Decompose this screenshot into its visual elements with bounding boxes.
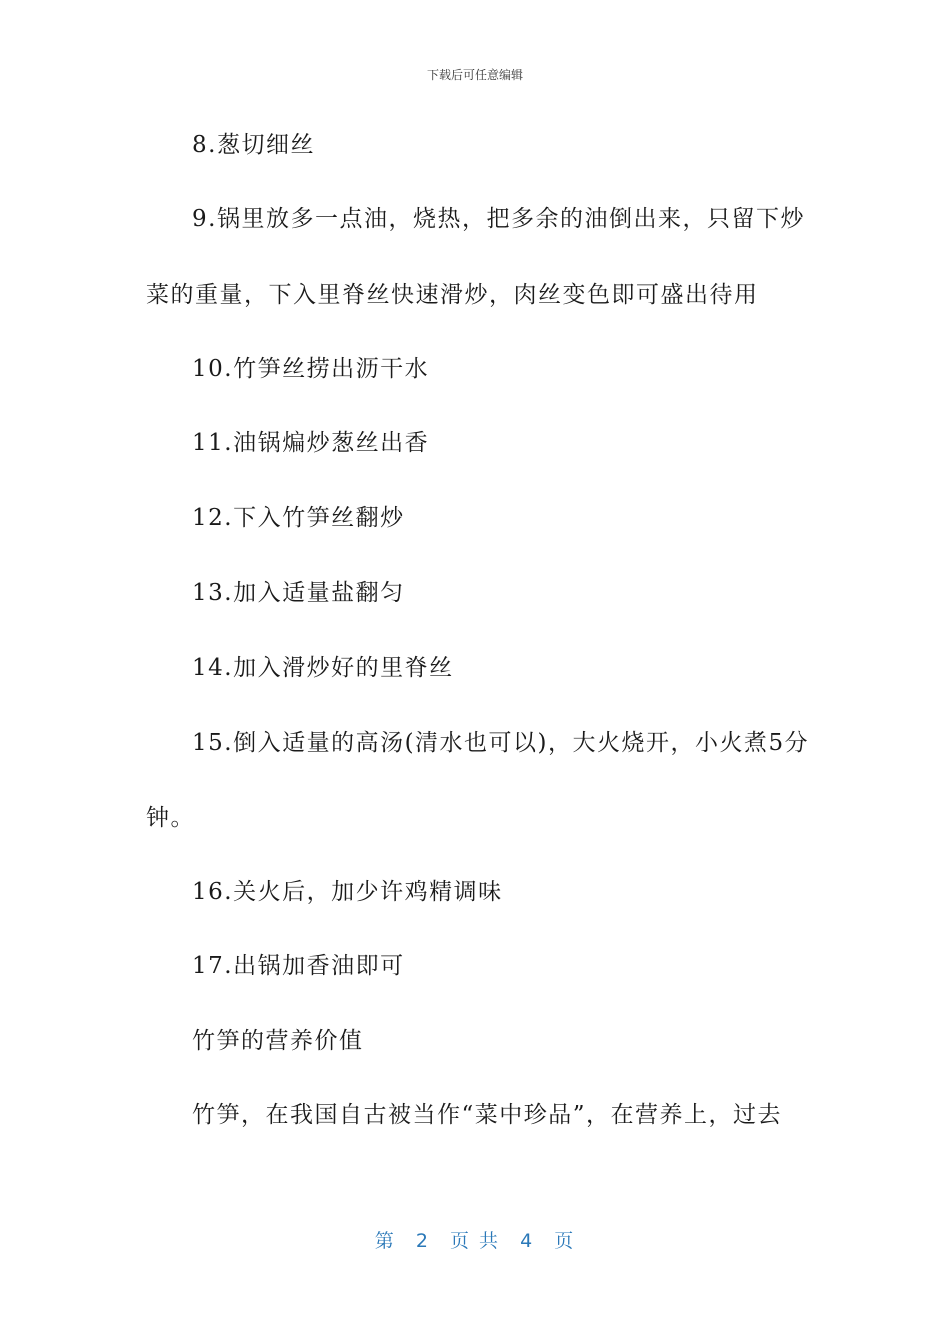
step-14: 14.加入滑炒好的里脊丝	[192, 655, 454, 681]
step-9-line-1: 9.锅里放多一点油，烧热，把多余的油倒出来，只留下炒	[192, 206, 805, 232]
step-12: 12.下入竹笋丝翻炒	[192, 505, 405, 531]
step-9-line-2: 菜的重量，下入里脊丝快速滑炒，肉丝变色即可盛出待用	[146, 282, 759, 308]
step-13: 13.加入适量盐翻匀	[192, 580, 405, 606]
step-10: 10.竹笋丝捞出沥干水	[192, 356, 430, 382]
section-paragraph: 竹笋，在我国自古被当作“菜中珍品”，在营养上，过去	[192, 1102, 783, 1128]
footer-prefix: 第	[374, 1230, 396, 1252]
step-17: 17.出锅加香油即可	[192, 953, 405, 979]
step-11: 11.油锅煸炒葱丝出香	[192, 430, 430, 456]
section-title: 竹笋的营养价值	[192, 1028, 364, 1054]
footer-suffix: 页	[554, 1230, 576, 1252]
page-footer	[0, 1226, 950, 1253]
step-15-line-1: 15.倒入适量的高汤(清水也可以)，大火烧开，小火煮5分	[192, 730, 810, 756]
footer-total-pages: 4	[520, 1230, 535, 1252]
footer-page-number: 2	[415, 1230, 430, 1252]
step-8: 8.葱切细丝	[192, 132, 315, 158]
step-16: 16.关火后，加少许鸡精调味	[192, 879, 503, 905]
step-15-line-2: 钟。	[146, 805, 195, 831]
page-header-note: 下载后可任意编辑	[426, 68, 523, 82]
footer-middle: 页 共	[449, 1230, 501, 1252]
